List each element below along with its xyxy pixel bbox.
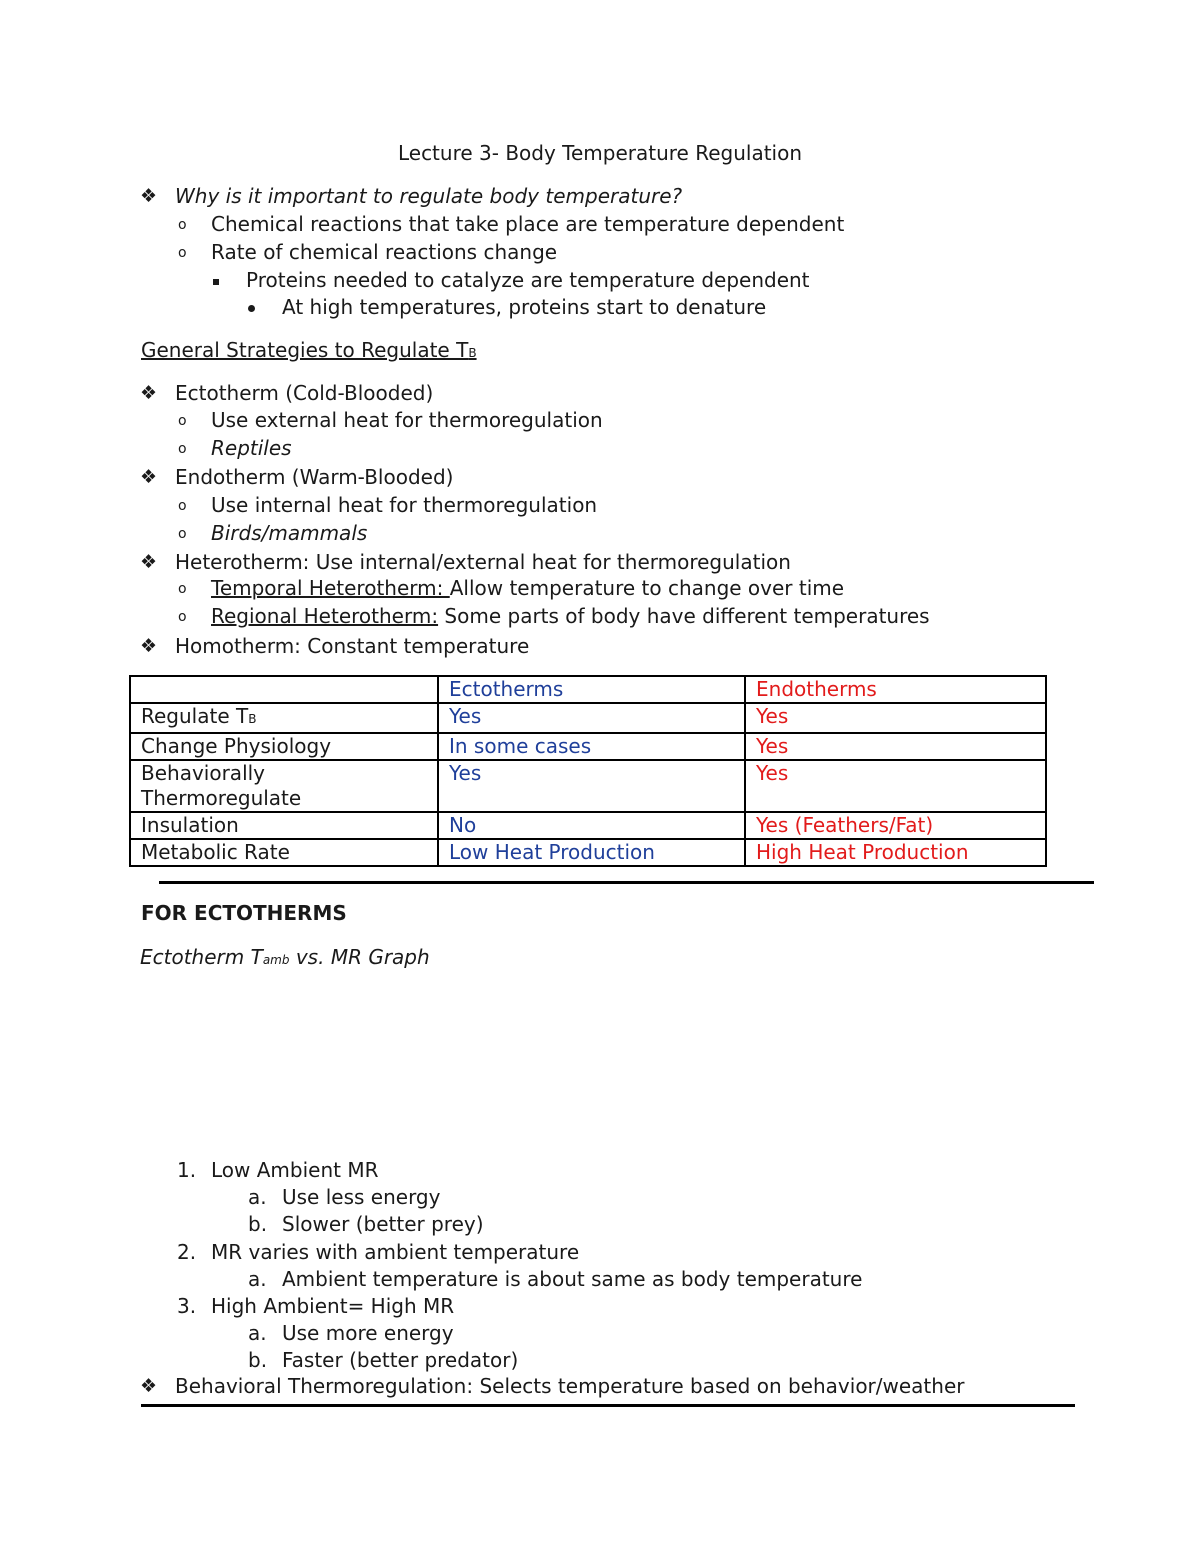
list-letter: a. <box>248 1321 267 1345</box>
why-reason: Chemical reactions that take place are temperature dependent <box>211 212 845 236</box>
list-sub-item: Faster (better predator) <box>282 1348 519 1372</box>
table-cell-ecto: In some cases <box>438 733 745 760</box>
circle-bullet-icon: o <box>178 498 187 514</box>
table-row <box>130 703 1046 733</box>
section-divider <box>141 1404 1075 1407</box>
table-row <box>130 760 1046 812</box>
diamond-bullet-icon: ❖ <box>140 466 158 488</box>
ectotherms-heading: FOR ECTOTHERMS <box>141 901 347 925</box>
why-question: Why is it important to regulate body temperature? <box>175 184 683 208</box>
table-row-label: Regulate TB <box>130 703 438 733</box>
table-cell-endo: Yes <box>745 733 1046 760</box>
diamond-bullet-icon: ❖ <box>140 382 158 404</box>
list-item: High Ambient= High MR <box>211 1294 455 1318</box>
list-sub-item: Slower (better prey) <box>282 1212 484 1236</box>
table-cell-endo: Yes (Feathers/Fat) <box>745 812 1046 839</box>
list-letter: a. <box>248 1185 267 1209</box>
diamond-bullet-icon: ❖ <box>140 185 158 207</box>
endotherm-point: Birds/mammals <box>211 521 368 545</box>
page-title: Lecture 3- Body Temperature Regulation <box>397 141 803 165</box>
list-item: Low Ambient MR <box>211 1158 379 1182</box>
dot-bullet-icon <box>248 295 255 319</box>
table-header-cell: Endotherms <box>745 676 1046 703</box>
diamond-bullet-icon: ❖ <box>140 551 158 573</box>
ectotherm-label: Ectotherm (Cold-Blooded) <box>175 381 434 405</box>
table-cell-ecto: Yes <box>438 703 745 733</box>
circle-bullet-icon: o <box>178 526 187 542</box>
table-row <box>130 733 1046 760</box>
table-row-label: Behaviorally Thermoregulate <box>130 760 438 812</box>
graph-title: Ectotherm Tamb vs. MR Graph <box>140 945 430 969</box>
circle-bullet-icon: o <box>178 441 187 457</box>
table-header-row <box>130 676 1046 703</box>
ectotherm-point: Reptiles <box>211 436 292 460</box>
list-sub-item: Ambient temperature is about same as body temperature <box>282 1267 863 1291</box>
table-row <box>130 839 1046 866</box>
section-divider <box>159 881 1094 884</box>
regional-heterotherm: Regional Heterotherm: Some parts of body have different temperatures <box>211 604 930 628</box>
list-number: 3. <box>177 1294 197 1318</box>
list-number: 2. <box>177 1240 197 1264</box>
table-row-label: Metabolic Rate <box>130 839 438 866</box>
list-sub-item: Use less energy <box>282 1185 441 1209</box>
ectotherm-point: Use external heat for thermoregulation <box>211 408 603 432</box>
circle-bullet-icon: o <box>178 217 187 233</box>
table-row-label: Insulation <box>130 812 438 839</box>
table-row <box>130 812 1046 839</box>
behavioral-thermoregulation: Behavioral Thermoregulation: Selects temperature based on behavior/weather <box>175 1374 965 1398</box>
why-sub-point: Proteins needed to catalyze are temperature dependent <box>246 268 810 292</box>
strategies-heading: General Strategies to Regulate TB <box>141 338 477 362</box>
table-row-label: Change Physiology <box>130 733 438 760</box>
list-letter: b. <box>248 1212 268 1236</box>
heterotherm-label: Heterotherm: Use internal/external heat for thermoregulation <box>175 550 791 574</box>
list-item: MR varies with ambient temperature <box>211 1240 580 1264</box>
list-letter: a. <box>248 1267 267 1291</box>
why-reason: Rate of chemical reactions change <box>211 240 558 264</box>
table-cell-endo: Yes <box>745 703 1046 733</box>
circle-bullet-icon: o <box>178 609 187 625</box>
temporal-heterotherm: Temporal Heterotherm: Allow temperature to change over time <box>211 576 845 600</box>
list-sub-item: Use more energy <box>282 1321 454 1345</box>
endotherm-label: Endotherm (Warm-Blooded) <box>175 465 454 489</box>
list-number: 1. <box>177 1158 197 1182</box>
diamond-bullet-icon: ❖ <box>140 635 158 657</box>
table-cell-ecto: No <box>438 812 745 839</box>
table-cell-endo: High Heat Production <box>745 839 1046 866</box>
circle-bullet-icon: o <box>178 245 187 261</box>
circle-bullet-icon: o <box>178 581 187 597</box>
diamond-bullet-icon: ❖ <box>140 1375 158 1397</box>
table-cell-ecto: Yes <box>438 760 745 812</box>
why-sub-sub-point: At high temperatures, proteins start to denature <box>282 295 767 319</box>
circle-bullet-icon: o <box>178 413 187 429</box>
homotherm-label: Homotherm: Constant temperature <box>175 634 530 658</box>
square-bullet-icon <box>213 268 219 292</box>
list-letter: b. <box>248 1348 268 1372</box>
table-header-cell <box>130 676 438 703</box>
comparison-table <box>129 675 1047 867</box>
table-header-cell: Ectotherms <box>438 676 745 703</box>
endotherm-point: Use internal heat for thermoregulation <box>211 493 598 517</box>
table-cell-endo: Yes <box>745 760 1046 812</box>
table-cell-ecto: Low Heat Production <box>438 839 745 866</box>
